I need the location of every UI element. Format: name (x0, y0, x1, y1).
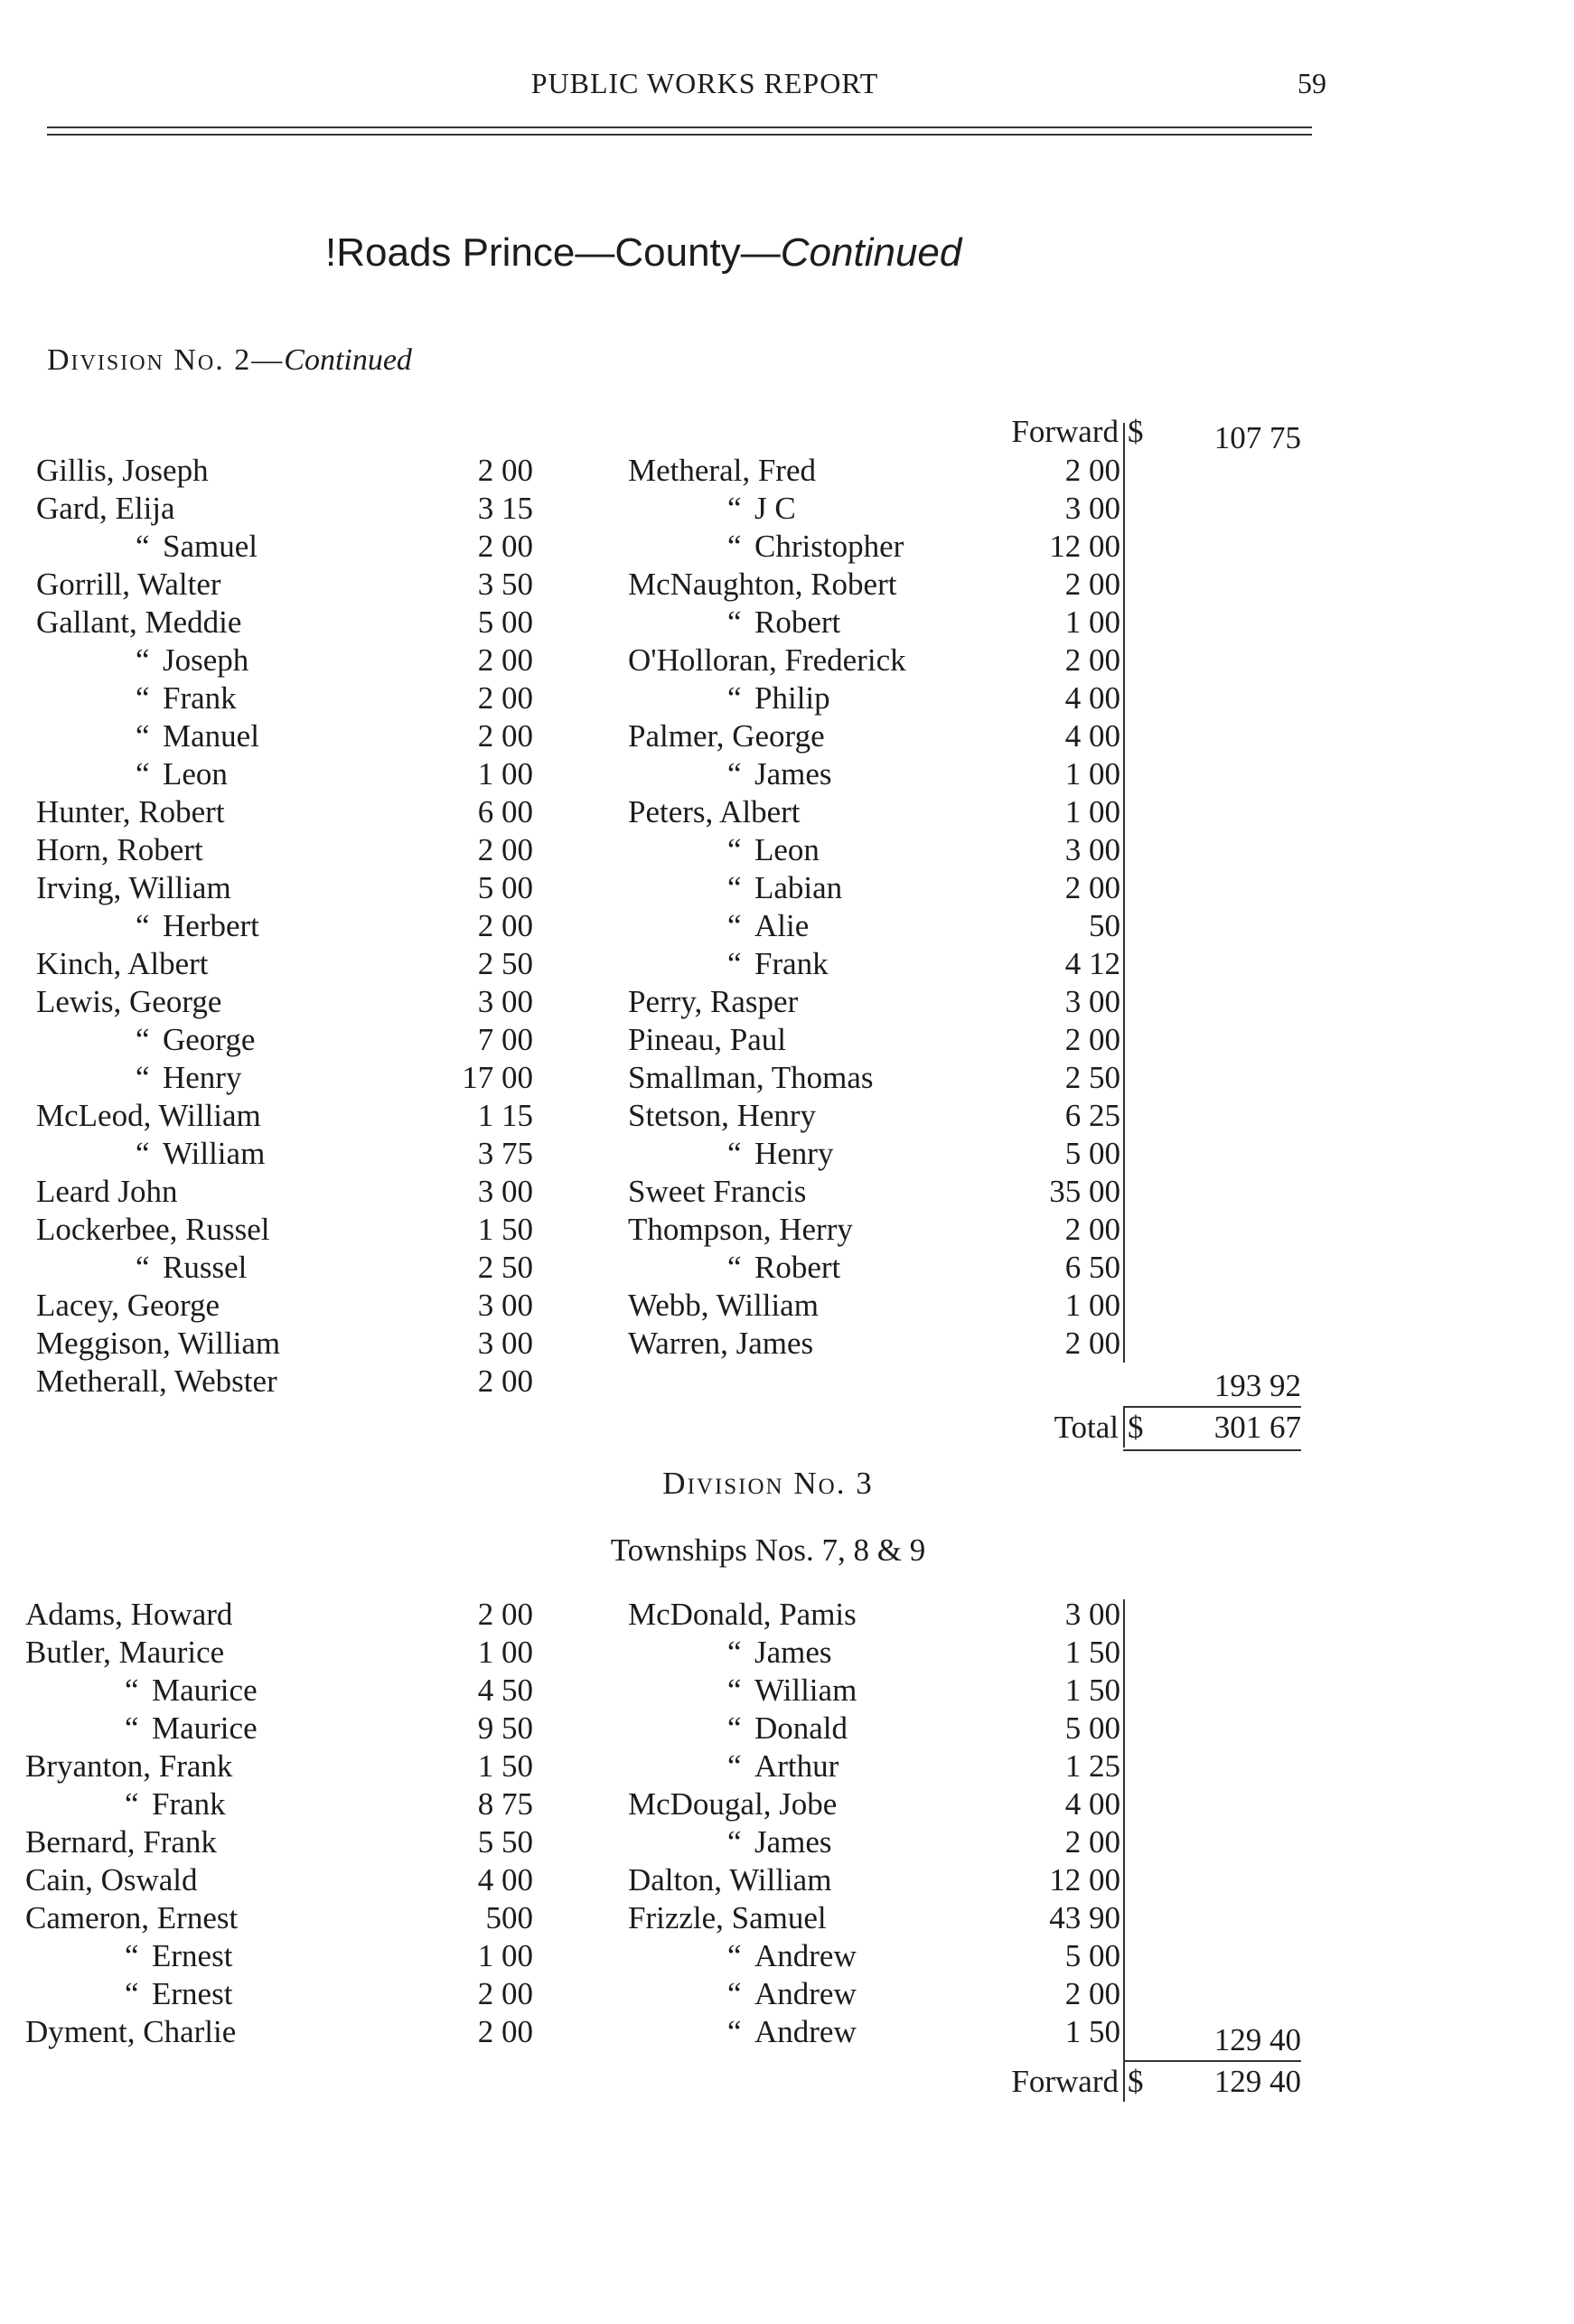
ledger-entry-amount: 2 00 (1064, 1976, 1120, 2011)
ledger-entry-name (36, 831, 461, 869)
ledger-entry-name (36, 490, 461, 528)
entry-name-text: Robert (754, 1250, 841, 1285)
entry-name-text: Smallman, Thomas (628, 1060, 874, 1095)
ditto-mark: “ (727, 1250, 742, 1285)
ledger-entry-name (628, 1748, 1053, 1785)
entry-name-text: Metheral, Fred (628, 453, 816, 488)
entry-name-text: Bryanton, Frank (25, 1748, 233, 1784)
ditto-mark: “ (136, 1136, 150, 1171)
ditto-mark: “ (727, 1136, 742, 1171)
division-3-townships: Townships Nos. 7, 8 & 9 (610, 1532, 926, 1568)
ledger-entry-name (628, 528, 1053, 566)
ditto-mark: “ (136, 718, 150, 754)
entry-name-text: Philip (754, 680, 830, 716)
ledger-entry-name (628, 1249, 1053, 1287)
ledger-entry-amount: 2 00 (477, 680, 533, 716)
ledger-entry-amount: 2 00 (477, 1363, 533, 1399)
entry-name-text: Cameron, Ernest (25, 1900, 239, 1935)
entry-name-text: Donald (754, 1710, 848, 1746)
ledger-entry-amount: 1 00 (477, 756, 533, 792)
entry-name-text: Henry (163, 1060, 242, 1095)
ledger-entry-amount: 1 00 (477, 1938, 533, 1973)
ledger-entry-amount: 3 00 (477, 1326, 533, 1361)
ledger-entry-name (628, 1059, 1053, 1097)
division-2-left-amounts (425, 452, 533, 1401)
ditto-mark: “ (727, 1976, 742, 2011)
ledger-entry-amount: 3 00 (477, 1288, 533, 1323)
entry-name-text: Manuel (163, 718, 259, 754)
division-3-left-amounts (425, 1596, 533, 2051)
division-2-right-names (628, 452, 1053, 1363)
ledger-entry-amount: 5 00 (477, 604, 533, 640)
division-3-forward-label: Forward (1011, 2064, 1119, 2099)
ledger-entry-amount: 2 00 (477, 832, 533, 867)
ledger-entry-amount: 4 00 (1064, 718, 1120, 754)
ledger-entry-name (36, 869, 461, 907)
ledger-entry-amount: 5 00 (1064, 1136, 1120, 1171)
entry-name-text: Lacey, George (36, 1288, 220, 1323)
entry-name-text: Stetson, Henry (628, 1098, 817, 1133)
entry-name-text: Peters, Albert (628, 794, 801, 829)
ledger-entry-amount: 2 00 (477, 2014, 533, 2049)
ledger-entry-amount: 35 00 (1049, 1174, 1120, 1209)
entry-name-text: Palmer, George (628, 718, 825, 754)
ledger-entry-amount: 3 00 (1064, 984, 1120, 1019)
ledger-entry-name (36, 679, 461, 717)
ledger-entry-name (628, 1975, 1053, 2013)
entry-name-text: Hunter, Robert (36, 794, 225, 829)
entry-name-text: Maurice (152, 1673, 258, 1708)
ledger-entry-amount: 2 00 (477, 1597, 533, 1632)
entry-name-text: Leard John (36, 1174, 178, 1209)
ditto-mark: “ (727, 491, 742, 526)
division-2-total-value: 301 67 (1213, 1410, 1301, 1445)
ditto-mark: “ (727, 1710, 742, 1746)
ledger-entry-amount: 1 00 (1064, 1288, 1120, 1323)
ledger-entry-amount: 2 00 (1064, 1022, 1120, 1057)
ledger-entry-name (36, 755, 461, 793)
entry-name-text: Horn, Robert (36, 832, 203, 867)
ledger-entry-name (25, 1634, 450, 1672)
ditto-mark: “ (727, 832, 742, 867)
ditto-mark: “ (136, 680, 150, 716)
division-2-total-rule (1123, 1449, 1301, 1451)
ledger-entry-name (25, 2013, 450, 2051)
ledger-entry-name (628, 869, 1053, 907)
entry-name-text: Lewis, George (36, 984, 222, 1019)
entry-name-text: Lockerbee, Russel (36, 1212, 270, 1247)
entry-name-text: Meggison, William (36, 1326, 281, 1361)
ledger-entry-name (36, 983, 461, 1021)
ledger-entry-amount: 1 25 (1064, 1748, 1120, 1784)
ledger-entry-name (628, 831, 1053, 869)
entry-name-text: Adams, Howard (25, 1597, 233, 1632)
ledger-entry-amount: 12 00 (1049, 1862, 1120, 1898)
ledger-entry-amount: 3 00 (1064, 1597, 1120, 1632)
division-2-right-amounts (994, 452, 1120, 1363)
ledger-entry-name (628, 983, 1053, 1021)
ledger-entry-amount: 4 00 (1064, 680, 1120, 716)
ledger-entry-name (628, 1710, 1053, 1748)
ledger-entry-name (36, 793, 461, 831)
ledger-entry-name (36, 1135, 461, 1173)
division-2-heading-main: Division No. 2— (47, 343, 285, 377)
ledger-entry-amount: 6 00 (477, 794, 533, 829)
ledger-entry-amount: 5 00 (477, 870, 533, 905)
ledger-entry-name (36, 1287, 461, 1325)
ditto-mark: “ (727, 908, 742, 943)
ledger-entry-amount: 6 25 (1064, 1098, 1120, 1133)
entry-name-text: Webb, William (628, 1288, 819, 1323)
ledger-entry-amount: 9 50 (477, 1710, 533, 1746)
ledger-entry-name (628, 1097, 1053, 1135)
ledger-entry-amount: 8 75 (477, 1786, 533, 1822)
ditto-mark: “ (136, 1250, 150, 1285)
ledger-entry-name (25, 1899, 450, 1937)
running-title: PUBLIC WORKS REPORT (530, 67, 879, 99)
ledger-entry-name (628, 1937, 1053, 1975)
entry-name-text: James (754, 1824, 832, 1860)
ditto-mark: “ (125, 1976, 139, 2011)
ledger-entry-amount: 2 50 (477, 946, 533, 981)
ledger-entry-amount: 2 50 (477, 1250, 533, 1285)
ditto-mark: “ (727, 870, 742, 905)
ledger-entry-amount: 5 00 (1064, 1710, 1120, 1746)
ledger-entry-name (628, 793, 1053, 831)
entry-name-text: Ernest (152, 1938, 233, 1973)
entry-name-text: Gallant, Meddie (36, 604, 242, 640)
ledger-entry-name (25, 1861, 450, 1899)
ditto-mark: “ (125, 1673, 139, 1708)
entry-name-text: McLeod, William (36, 1098, 261, 1133)
division-2-total-rule-vertical (1123, 1408, 1125, 1448)
division-3-left-names (25, 1596, 450, 2051)
ledger-entry-name (628, 1823, 1053, 1861)
ledger-entry-name (36, 945, 461, 983)
entry-name-text: Joseph (163, 642, 249, 678)
ditto-mark: “ (136, 908, 150, 943)
entry-name-text: McDonald, Pamis (628, 1597, 857, 1632)
ditto-mark: “ (727, 1824, 742, 1860)
ledger-entry-name (628, 490, 1053, 528)
entry-name-text: Gorrill, Walter (36, 567, 221, 602)
ledger-entry-name (628, 1634, 1053, 1672)
ditto-mark: “ (727, 1635, 742, 1670)
division-2-forward-label: Forward (1011, 414, 1119, 449)
entry-name-text: Russel (163, 1250, 248, 1285)
ledger-entry-name (25, 1975, 450, 2013)
ditto-mark: “ (136, 642, 150, 678)
entry-name-text: Sweet Francis (628, 1174, 807, 1209)
ledger-entry-amount: 2 50 (1064, 1060, 1120, 1095)
ledger-entry-amount: 1 50 (477, 1748, 533, 1784)
entry-name-text: Leon (754, 832, 820, 867)
ditto-mark: “ (125, 1710, 139, 1746)
ledger-entry-name (36, 907, 461, 945)
ledger-entry-amount: 3 00 (477, 984, 533, 1019)
entry-name-text: James (754, 1635, 832, 1670)
ledger-entry-name (628, 1672, 1053, 1710)
ledger-entry-name (628, 679, 1053, 717)
page-number: 59 (1298, 67, 1326, 99)
ledger-entry-name (628, 566, 1053, 604)
ledger-entry-amount: 3 15 (477, 491, 533, 526)
division-2-forward-value: 107 75 (1213, 420, 1301, 455)
ledger-entry-amount: 1 00 (1064, 794, 1120, 829)
entry-name-text: Kinch, Albert (36, 946, 209, 981)
entry-name-text: Irving, William (36, 870, 231, 905)
ledger-entry-name (628, 1021, 1053, 1059)
ditto-mark: “ (727, 1748, 742, 1784)
ledger-entry-name (36, 604, 461, 642)
ledger-entry-name (36, 1249, 461, 1287)
ledger-entry-name (36, 1325, 461, 1363)
ledger-entry-amount: 7 00 (477, 1022, 533, 1057)
division-3-subtotal: 129 40 (1213, 2022, 1301, 2057)
entry-name-text: McNaughton, Robert (628, 567, 897, 602)
ledger-entry-amount: 1 00 (477, 1635, 533, 1670)
ditto-mark: “ (136, 1060, 150, 1095)
ledger-entry-amount: 6 50 (1064, 1250, 1120, 1285)
ledger-entry-amount: 5 50 (477, 1824, 533, 1860)
ledger-entry-name (36, 566, 461, 604)
division-2-left-names (36, 452, 461, 1401)
ledger-entry-name (36, 1211, 461, 1249)
entry-name-text: Frank (754, 946, 829, 981)
ledger-entry-name (25, 1785, 450, 1823)
division-3-heading: Division No. 3 (662, 1466, 874, 1501)
ledger-entry-name (628, 1325, 1053, 1363)
ledger-entry-amount: 2 00 (1064, 642, 1120, 678)
ledger-entry-amount: 1 50 (1064, 1635, 1120, 1670)
entry-name-text: Andrew (754, 1938, 857, 1973)
division-2-column-rule (1123, 423, 1125, 1363)
entry-name-text: Herbert (163, 908, 259, 943)
ledger-entry-name (628, 907, 1053, 945)
entry-name-text: James (754, 756, 832, 792)
ditto-mark: “ (727, 680, 742, 716)
division-3-subtotal-rule (1123, 2060, 1301, 2062)
ledger-entry-name (628, 755, 1053, 793)
ledger-entry-amount: 1 50 (477, 1212, 533, 1247)
ledger-entry-amount: 2 00 (1064, 567, 1120, 602)
entry-name-text: Robert (754, 604, 841, 640)
section-title (325, 230, 1138, 276)
ledger-entry-name (25, 1596, 450, 1634)
ledger-entry-amount: 4 50 (477, 1673, 533, 1708)
entry-name-text: Cain, Oswald (25, 1862, 198, 1898)
section-title-main: !Roads Prince—County— (325, 230, 781, 275)
header-rule-top (47, 127, 1312, 128)
ledger-entry-amount: 2 00 (477, 718, 533, 754)
entry-name-text: Alie (754, 908, 810, 943)
ledger-entry-name (25, 1748, 450, 1785)
ditto-mark: “ (125, 1786, 139, 1822)
entry-name-text: Arthur (754, 1748, 839, 1784)
ledger-entry-amount: 1 15 (477, 1098, 533, 1133)
entry-name-text: O'Holloran, Frederick (628, 642, 906, 678)
ledger-entry-name (628, 1287, 1053, 1325)
entry-name-text: Ernest (152, 1976, 233, 2011)
ledger-entry-name (25, 1672, 450, 1710)
entry-name-text: Gillis, Joseph (36, 453, 209, 488)
entry-name-text: Frizzle, Samuel (628, 1900, 827, 1935)
ledger-entry-amount: 4 00 (477, 1862, 533, 1898)
ledger-entry-name (36, 642, 461, 679)
entry-name-text: Samuel (163, 529, 258, 564)
ledger-entry-amount: 3 00 (1064, 491, 1120, 526)
ledger-entry-name (628, 945, 1053, 983)
ditto-mark: “ (125, 1938, 139, 1973)
ledger-entry-amount: 1 00 (1064, 756, 1120, 792)
entry-name-text: Andrew (754, 1976, 857, 2011)
division-3-right-amounts (994, 1596, 1120, 2051)
entry-name-text: Leon (163, 756, 228, 792)
division-2-total-label: Total (1054, 1410, 1119, 1445)
entry-name-text: Maurice (152, 1710, 258, 1746)
division-2-heading-continued: Continued (284, 343, 412, 377)
division-3-forward-currency: $ (1128, 2064, 1144, 2099)
entry-name-text: Christopher (754, 529, 904, 564)
division-3-forward-value: 129 40 (1213, 2064, 1301, 2099)
ledger-entry-name (628, 1785, 1053, 1823)
ledger-entry-amount: 2 00 (1064, 1824, 1120, 1860)
ledger-entry-name (25, 1937, 450, 1975)
ditto-mark: “ (136, 756, 150, 792)
ditto-mark: “ (727, 1938, 742, 1973)
ledger-entry-name (628, 1899, 1053, 1937)
ledger-entry-amount: 12 00 (1049, 529, 1120, 564)
ledger-entry-name (36, 1097, 461, 1135)
ledger-entry-amount: 2 00 (477, 642, 533, 678)
ledger-entry-name (36, 1173, 461, 1211)
entry-name-text: Frank (163, 680, 237, 716)
ledger-entry-name (25, 1823, 450, 1861)
ledger-entry-name (25, 1710, 450, 1748)
ditto-mark: “ (727, 756, 742, 792)
entry-name-text: Butler, Maurice (25, 1635, 225, 1670)
ledger-entry-amount: 3 00 (1064, 832, 1120, 867)
ledger-entry-amount: 3 75 (477, 1136, 533, 1171)
ledger-entry-name (36, 1363, 461, 1401)
ledger-entry-amount: 500 (485, 1900, 533, 1935)
ledger-entry-amount: 2 00 (477, 908, 533, 943)
ditto-mark: “ (136, 529, 150, 564)
ledger-entry-name (36, 717, 461, 755)
entry-name-text: Henry (754, 1136, 834, 1171)
ledger-entry-name (36, 1059, 461, 1097)
ledger-entry-amount: 2 00 (477, 453, 533, 488)
ledger-entry-amount: 2 00 (1064, 1212, 1120, 1247)
ledger-entry-name (628, 1596, 1053, 1634)
ledger-entry-amount: 3 50 (477, 567, 533, 602)
ledger-entry-amount: 2 00 (1064, 870, 1120, 905)
division-2-subtotal: 193 92 (1213, 1368, 1301, 1403)
ditto-mark: “ (727, 1673, 742, 1708)
ledger-entry-amount: 1 00 (1064, 604, 1120, 640)
header-rule-bottom (47, 134, 1312, 136)
entry-name-text: Thompson, Herry (628, 1212, 853, 1247)
division-3-column-rule (1123, 1599, 1125, 2062)
entry-name-text: Warren, James (628, 1326, 814, 1361)
ledger-entry-amount: 5 00 (1064, 1938, 1120, 1973)
entry-name-text: Metherall, Webster (36, 1363, 277, 1399)
section-title-continued: Continued (780, 230, 962, 275)
ledger-entry-amount: 3 00 (477, 1174, 533, 1209)
division-2-total-currency: $ (1128, 1410, 1144, 1445)
entry-name-text: Andrew (754, 2014, 857, 2049)
ledger-entry-amount: 4 12 (1064, 946, 1120, 981)
ledger-entry-amount: 2 00 (1064, 1326, 1120, 1361)
ledger-entry-name (628, 604, 1053, 642)
ledger-entry-name (36, 452, 461, 490)
entry-name-text: Dalton, William (628, 1862, 832, 1898)
ledger-entry-name (628, 1173, 1053, 1211)
entry-name-text: McDougal, Jobe (628, 1786, 838, 1822)
entry-name-text: Gard, Elija (36, 491, 175, 526)
ledger-entry-name (628, 452, 1053, 490)
entry-name-text: Labian (754, 870, 843, 905)
ledger-entry-amount: 1 50 (1064, 2014, 1120, 2049)
entry-name-text: William (754, 1673, 857, 1708)
entry-name-text: Bernard, Frank (25, 1824, 217, 1860)
entry-name-text: Dyment, Charlie (25, 2014, 237, 2049)
ledger-entry-name (628, 1861, 1053, 1899)
entry-name-text: William (163, 1136, 266, 1171)
ditto-mark: “ (727, 529, 742, 564)
ledger-entry-amount: 2 00 (477, 1976, 533, 2011)
entry-name-text: J C (754, 491, 796, 526)
ditto-mark: “ (727, 2014, 742, 2049)
division-2-forward-currency: $ (1128, 414, 1144, 449)
division-2-heading (47, 343, 412, 378)
ledger-entry-amount: 17 00 (462, 1060, 533, 1095)
division-3-forward-rule-vertical (1123, 2062, 1125, 2102)
ledger-entry-name (628, 1135, 1053, 1173)
ledger-entry-name (628, 2013, 1053, 2051)
entry-name-text: George (163, 1022, 256, 1057)
division-3-right-names (628, 1596, 1053, 2051)
ledger-entry-name (36, 1021, 461, 1059)
ledger-entry-name (628, 717, 1053, 755)
ledger-entry-amount: 43 90 (1049, 1900, 1120, 1935)
ledger-entry-amount: 1 50 (1064, 1673, 1120, 1708)
ledger-entry-amount: 4 00 (1064, 1786, 1120, 1822)
entry-name-text: Perry, Rasper (628, 984, 799, 1019)
ledger-entry-amount: 2 00 (1064, 453, 1120, 488)
entry-name-text: Frank (152, 1786, 226, 1822)
ledger-entry-name (628, 1211, 1053, 1249)
division-2-subtotal-rule (1123, 1406, 1301, 1408)
ditto-mark: “ (727, 946, 742, 981)
ledger-entry-name (628, 642, 1053, 679)
entry-name-text: Pineau, Paul (628, 1022, 786, 1057)
ditto-mark: “ (727, 604, 742, 640)
ditto-mark: “ (136, 1022, 150, 1057)
ledger-entry-name (36, 528, 461, 566)
ledger-entry-amount: 50 (1089, 908, 1120, 943)
ledger-entry-amount: 2 00 (477, 529, 533, 564)
